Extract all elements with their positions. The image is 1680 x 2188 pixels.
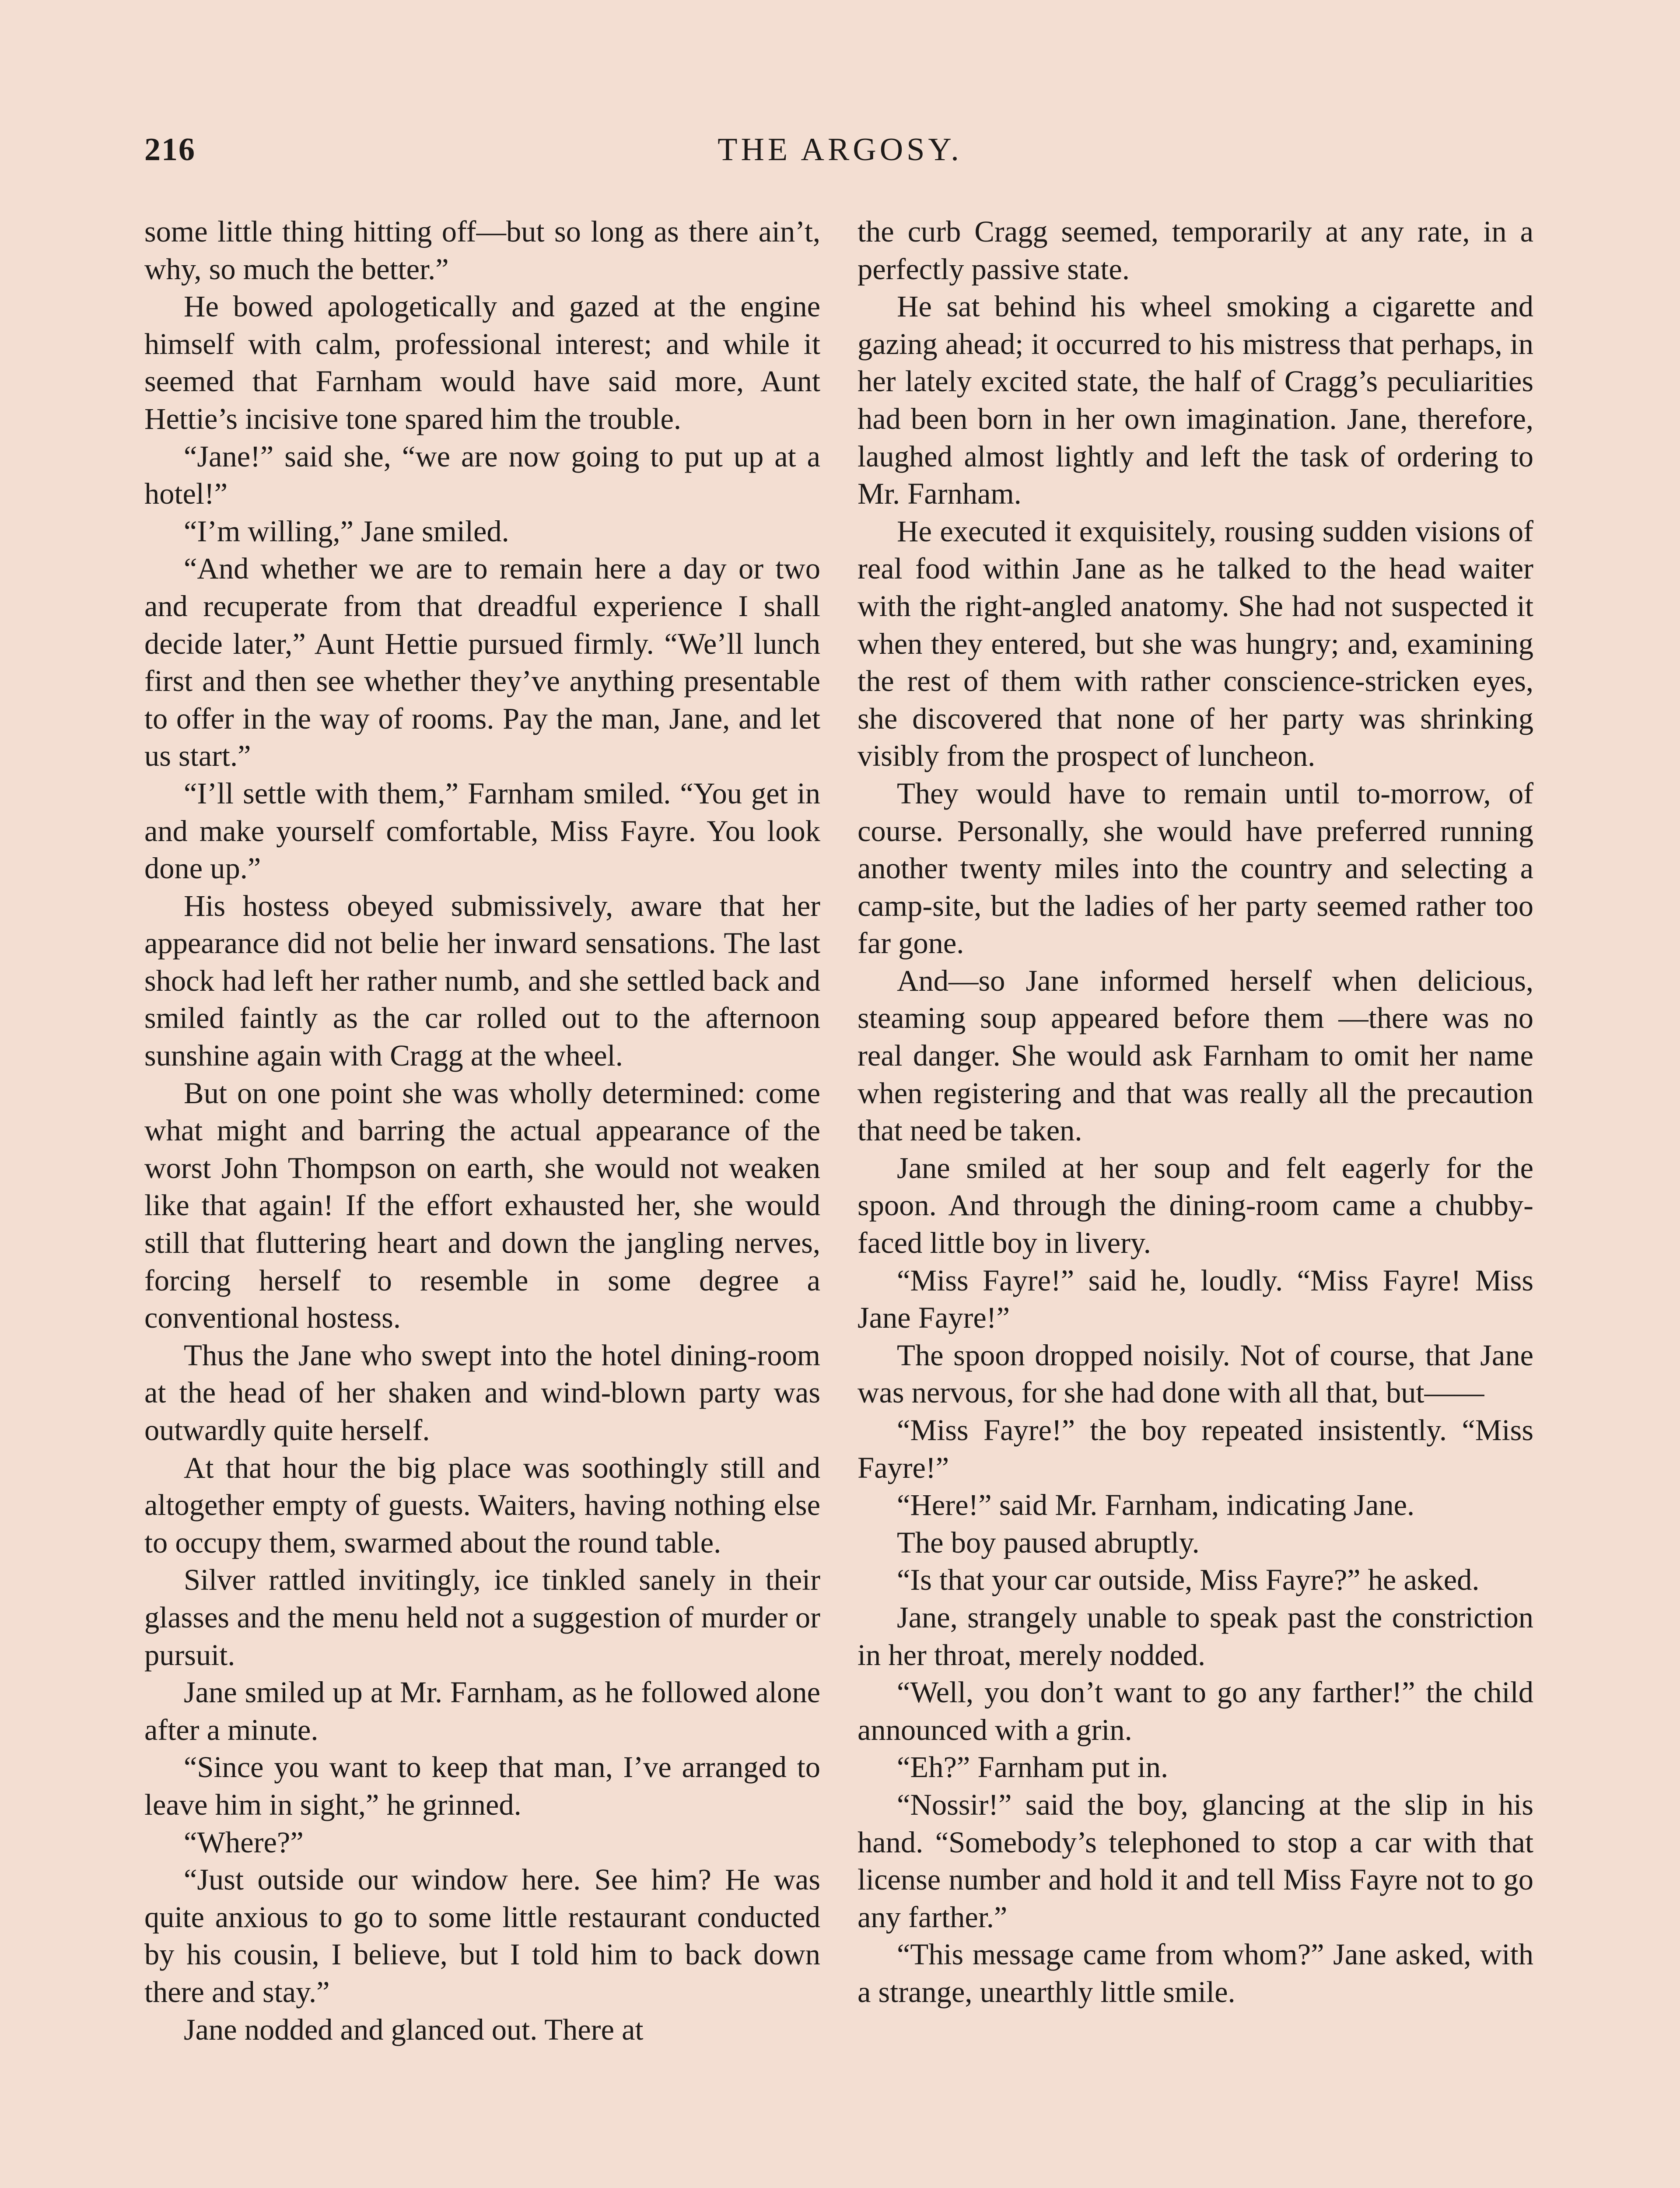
paragraph: “Eh?” Farnham put in. <box>897 1750 1169 1784</box>
paragraph: The boy paused abruptly. <box>897 1525 1200 1559</box>
paragraph: The spoon dropped noisily. Not of course, that Jane was nervous, for she had done with all that, but—— <box>858 1338 1533 1410</box>
paragraph: And—so Jane informed herself when delicious, steaming soup appeared before them —there was no real danger. She would ask Farnham to omit her name when registering and that was really all the precaution that need be taken. <box>858 964 1533 1147</box>
page-number: 216 <box>144 132 196 168</box>
paragraph: Jane nodded and glanced out. There at <box>184 2013 644 2046</box>
paragraph: “Where?” <box>184 1825 304 1859</box>
paragraph: “Nossir!” said the boy, glancing at the slip in his hand. “Somebody’s telephoned to stop a car with that license number and hold it and tell Miss Fayre not to go any farther.” <box>858 1788 1533 1934</box>
paragraph: the curb Cragg seemed, temporarily at any rate, in a perfectly passive state. <box>858 215 1533 286</box>
paragraph: “Since you want to keep that man, I’ve arranged to leave him in sight,” he grinned. <box>144 1750 820 1821</box>
paragraph: At that hour the big place was soothingly still and altogether empty of guests. Waiters, having nothing else to occupy them, swarmed about the round table. <box>144 1451 820 1559</box>
paragraph: But on one point she was wholly determined: come what might and barring the actual appearance of the worst John Thompson on earth, she would not weaken like that again! If the effort exhausted her, she would still that fluttering heart and down the jangling nerves, forcing herself to resemble in some degree a conventional hostess. <box>144 1076 820 1335</box>
paragraph: “And whether we are to remain here a day or two and recuperate from that dreadful experience I shall decide later,” Aunt Hettie pursued firmly. “We’ll lunch first and then see whether they’ve anything presentable to offer in the way of rooms. Pay the man, Jane, and let us start.” <box>144 552 820 773</box>
paragraph: “Jane!” said she, “we are now going to put up at a hotel!” <box>144 439 820 511</box>
paragraph: Jane smiled at her soup and felt eagerly for the spoon. And through the dining-room came a chubby-faced little boy in livery. <box>858 1151 1533 1260</box>
paragraph: They would have to remain until to-morrow, of course. Personally, she would have preferred running another twenty miles into the country and selecting a camp-site, but the ladies of her party seemed rather too far gone. <box>858 776 1533 960</box>
right-text-column <box>858 213 1533 2011</box>
paragraph: “I’m willing,” Jane smiled. <box>184 514 509 548</box>
paragraph: His hostess obeyed submissively, aware that her appearance did not belie her inward sensations. The last shock had left her rather numb, and she settled back and smiled faintly as the car rolled out to the afternoon sunshine again with Cragg at the wheel. <box>144 889 820 1073</box>
paragraph: “Miss Fayre!” the boy repeated insistently. “Miss Fayre!” <box>858 1413 1533 1484</box>
paragraph: Jane, strangely unable to speak past the constriction in her throat, merely nodded. <box>858 1600 1533 1672</box>
paragraph: “This message came from whom?” Jane asked, with a strange, unearthly little smile. <box>858 1938 1533 2009</box>
paragraph: “Here!” said Mr. Farnham, indicating Jane. <box>897 1488 1415 1522</box>
paragraph: “I’ll settle with them,” Farnham smiled. “You get in and make yourself comfortable, Miss Fayre. You look done up.” <box>144 776 820 885</box>
paragraph: “Just outside our window here. See him? He was quite anxious to go to some little restaurant conducted by his cousin, I believe, but I told him to back down there and stay.” <box>144 1863 820 2009</box>
paragraph: “Well, you don’t want to go any farther!” the child announced with a grin. <box>858 1676 1533 1746</box>
paragraph: He sat behind his wheel smoking a cigarette and gazing ahead; it occurred to his mistress that perhaps, in her lately excited state, the half of Cragg’s peculiarities had been born in her own imagination. Jane, therefore, laughed almost lightly and left the task of ordering to Mr. Farnham. <box>858 290 1533 511</box>
paragraph: some little thing hitting off—but so long as there ain’t, why, so much the better.” <box>144 215 820 286</box>
paragraph: He bowed apologetically and gazed at the engine himself with calm, professional interest; and while it seemed that Farnham would have said more, Aunt Hettie’s incisive tone spared him the trouble. <box>144 290 820 435</box>
paragraph: “Miss Fayre!” said he, loudly. “Miss Fayre! Miss Jane Fayre!” <box>858 1263 1533 1335</box>
paragraph: Silver rattled invitingly, ice tinkled sanely in their glasses and the menu held not a suggestion of murder or pursuit. <box>144 1563 820 1672</box>
paragraph: Thus the Jane who swept into the hotel dining-room at the head of her shaken and wind-blown party was outwardly quite herself. <box>144 1338 820 1447</box>
paragraph: Jane smiled up at Mr. Farnham, as he followed alone after a minute. <box>144 1676 820 1746</box>
left-text-column <box>144 213 820 2048</box>
paragraph: He executed it exquisitely, rousing sudden visions of real food within Jane as he talked to the head waiter with the right-angled anatomy. She had not suspected it when they entered, but she was hungry; and, examining the rest of them with rather conscience-stricken eyes, she discovered that none of her party was shrinking visibly from the prospect of luncheon. <box>858 514 1533 773</box>
page-header <box>144 131 1536 188</box>
paragraph: “Is that your car outside, Miss Fayre?” he asked. <box>897 1563 1480 1597</box>
running-title: THE ARGOSY. <box>718 132 962 168</box>
